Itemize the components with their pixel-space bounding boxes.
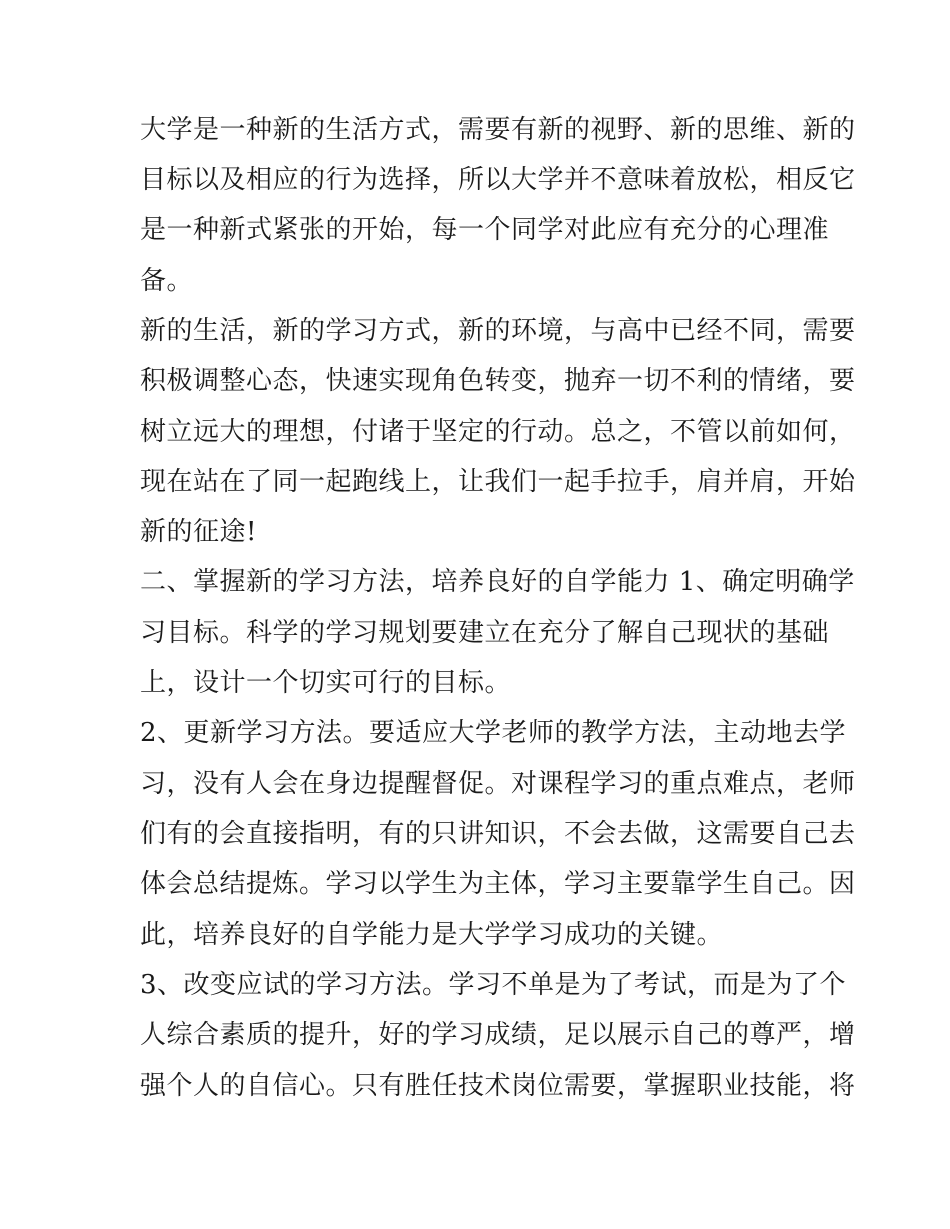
text-line: 2、更新学习方法。要适应大学老师的教学方法，主动地去学	[140, 718, 847, 748]
text-line: 人综合素质的提升，好的学习成绩，足以展示自己的尊严，增	[140, 1020, 856, 1050]
text-line: 积极调整心态，快速实现角色转变，抛弃一切不利的情绪，要	[140, 366, 856, 396]
text-line: 新的生活，新的学习方式，新的环境，与高中已经不同，需要	[140, 316, 856, 346]
text-line: 二、掌握新的学习方法，培养良好的自学能力 1、确定明确学	[140, 567, 855, 597]
text-line: 习，没有人会在身边提醒督促。对课程学习的重点难点，老师	[140, 769, 856, 799]
text-line: 体会总结提炼。学习以学生为主体，学习主要靠学生自己。因	[140, 869, 856, 899]
text-line: 新的征途!	[140, 517, 257, 547]
text-line: 是一种新式紧张的开始，每一个同学对此应有充分的心理准	[140, 215, 830, 245]
text-line: 上，设计一个切实可行的目标。	[140, 668, 512, 698]
text-line: 习目标。科学的学习规划要建立在充分了解自己现状的基础	[140, 618, 830, 648]
text-line: 们有的会直接指明，有的只讲知识，不会去做，这需要自己去	[140, 819, 856, 849]
text-line: 强个人的自信心。只有胜任技术岗位需要，掌握职业技能，将	[140, 1071, 856, 1101]
text-line: 树立远大的理想，付诸于坚定的行动。总之，不管以前如何，	[140, 417, 856, 447]
text-line: 此，培养良好的自学能力是大学学习成功的关键。	[140, 920, 724, 950]
text-line: 3、改变应试的学习方法。学习不单是为了考试，而是为了个	[140, 970, 847, 1000]
text-line: 现在站在了同一起跑线上，让我们一起手拉手，肩并肩，开始	[140, 467, 856, 497]
text-line: 目标以及相应的行为选择，所以大学并不意味着放松，相反它	[140, 165, 856, 195]
text-line: 备。	[140, 266, 194, 296]
text-line: 大学是一种新的生活方式，需要有新的视野、新的思维、新的	[140, 115, 856, 145]
